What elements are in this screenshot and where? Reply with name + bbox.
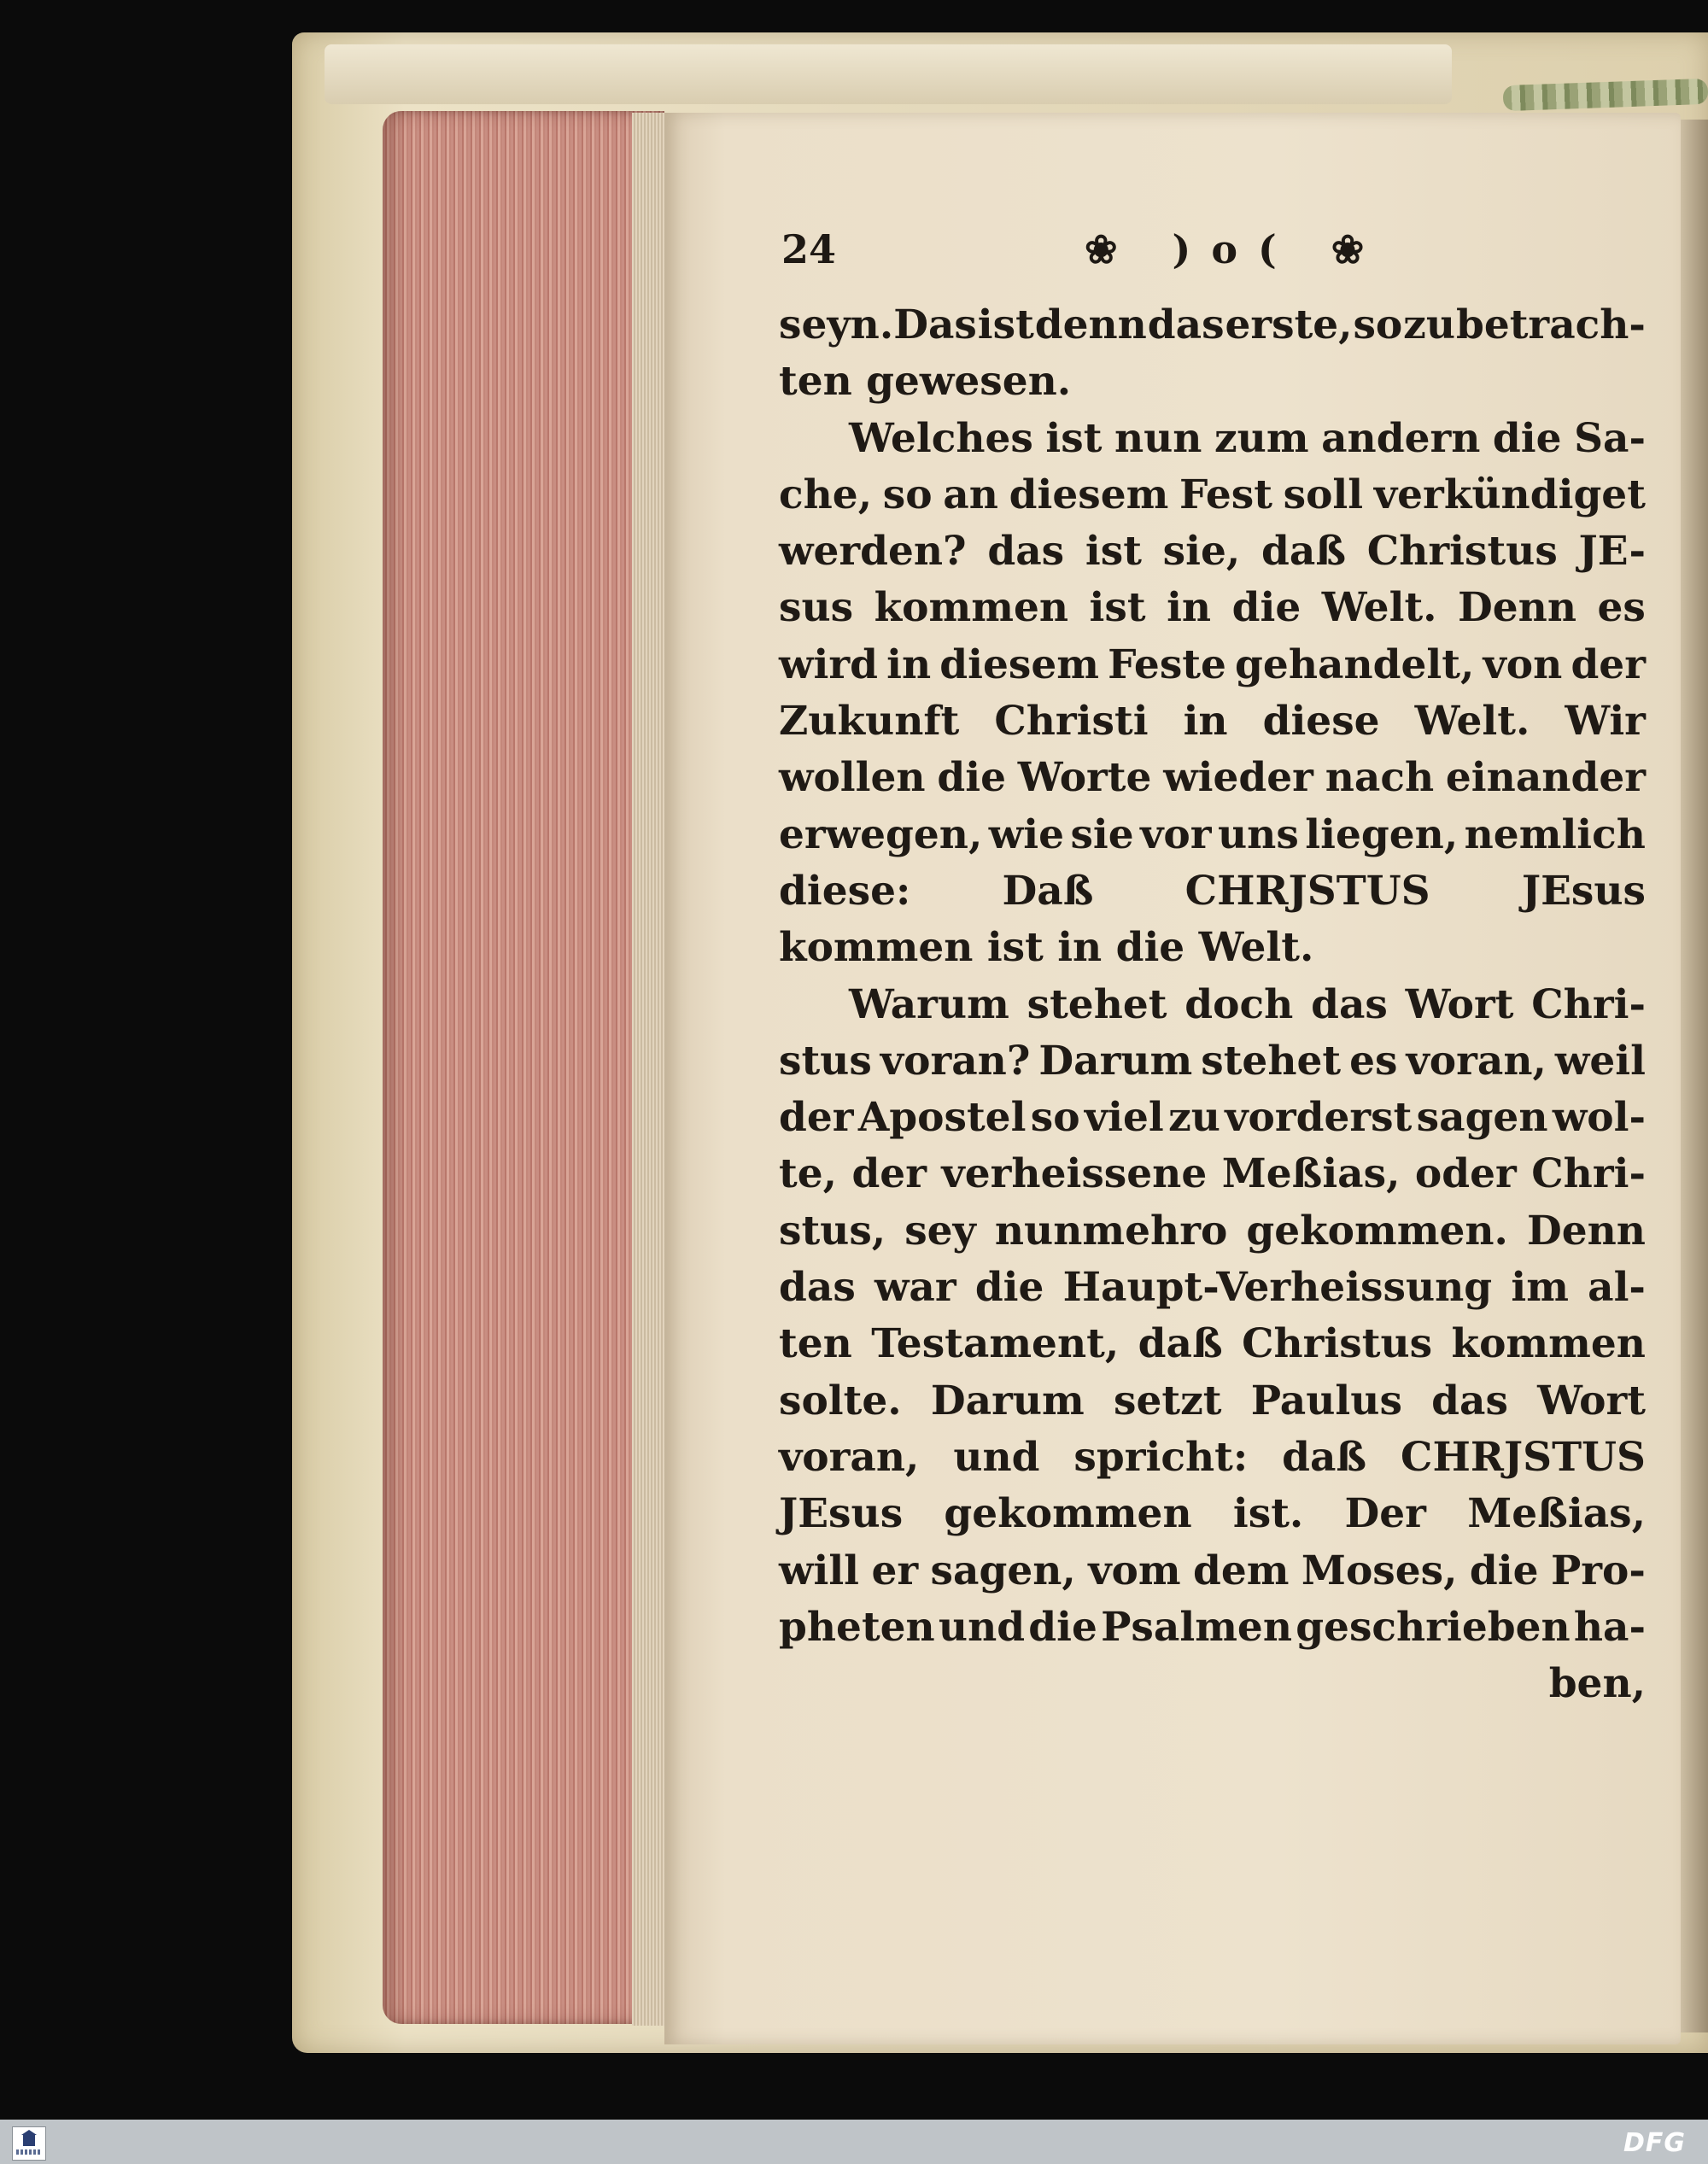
text-word: andern — [1321, 414, 1481, 462]
text-line — [779, 1430, 1646, 1486]
text-word: CHRJSTUS — [1401, 1433, 1646, 1481]
text-word: es — [1349, 1037, 1398, 1085]
text-word: in — [1167, 584, 1212, 632]
text-word: gehandelt, — [1235, 640, 1475, 688]
text-word: ist — [977, 301, 1034, 348]
text-word: er — [871, 1547, 919, 1594]
text-word: liegen, — [1305, 810, 1459, 858]
text-word: einander — [1445, 754, 1646, 802]
text-word: voran, — [779, 1433, 920, 1481]
text-word: Welches — [849, 414, 1033, 462]
text-word: Apostel — [857, 1094, 1027, 1142]
text-word: JE- — [1578, 528, 1646, 576]
text-word: vor — [1140, 810, 1212, 858]
text-word: erste, — [1225, 301, 1353, 348]
text-word: Denn — [1458, 584, 1577, 632]
text-word: daß — [1261, 528, 1347, 576]
text-line — [779, 750, 1646, 806]
page-gutter — [1681, 120, 1708, 2032]
text-word: Chri- — [1531, 980, 1646, 1028]
text-word: wird — [779, 640, 878, 688]
dfg-logo-text: DFG — [1623, 2128, 1686, 2158]
library-building-icon[interactable] — [12, 2126, 46, 2161]
text-line-content: ten gewesen. — [779, 358, 1072, 406]
text-word: Christi — [994, 698, 1149, 746]
text-word: JEsus — [1521, 867, 1646, 915]
text-line-content: kommen ist in die Welt. — [779, 924, 1314, 972]
text-word: Denn — [1526, 1207, 1646, 1255]
text-word: Wort — [1537, 1377, 1646, 1424]
text-line — [779, 523, 1646, 580]
text-word: pheten — [779, 1603, 935, 1651]
text-word: Welt. — [1414, 698, 1530, 746]
text-word: die — [974, 1264, 1044, 1312]
text-word: Meßias, — [1221, 1150, 1401, 1198]
text-word: diesem — [1009, 471, 1169, 518]
text-word: nunmehro — [994, 1207, 1228, 1255]
text-word: Darum — [1038, 1037, 1193, 1085]
text-word: Wort — [1405, 980, 1514, 1028]
text-word: so — [1030, 1094, 1080, 1142]
text-word: soll — [1283, 471, 1364, 518]
text-word: nun — [1114, 414, 1202, 462]
text-line — [779, 1090, 1646, 1146]
text-word: voran? — [880, 1037, 1031, 1085]
text-word: diese: — [779, 867, 911, 915]
text-word: Pro- — [1550, 1547, 1646, 1594]
text-line — [779, 1656, 1646, 1712]
text-word: daß — [1282, 1433, 1367, 1481]
text-word: sie — [1070, 810, 1134, 858]
text-word: wie — [988, 810, 1064, 858]
text-word: JEsus — [779, 1490, 904, 1538]
text-line — [779, 1543, 1646, 1600]
cover-top-edge — [325, 44, 1452, 104]
text-word: Daß — [1002, 867, 1094, 915]
text-word: uns — [1218, 810, 1299, 858]
text-word: das — [779, 1264, 856, 1312]
text-line — [779, 807, 1646, 863]
text-word: vom — [1088, 1547, 1181, 1594]
text-word: Christus — [1242, 1320, 1433, 1368]
text-word: war — [874, 1264, 956, 1312]
text-word: sagen, — [930, 1547, 1076, 1594]
text-word: ist. — [1232, 1490, 1304, 1538]
text-word: verkündiget — [1373, 471, 1646, 518]
text-word: das — [1431, 1377, 1508, 1424]
text-word: wieder — [1163, 754, 1313, 802]
text-word: setzt — [1114, 1377, 1222, 1424]
text-word: zum — [1214, 414, 1309, 462]
text-word: in — [1183, 698, 1228, 746]
text-word: ist — [1089, 584, 1146, 632]
text-word: stus, — [779, 1207, 886, 1255]
text-word: sus — [779, 584, 854, 632]
text-word: das — [1147, 301, 1225, 348]
text-line — [779, 1146, 1646, 1202]
text-word: von — [1483, 640, 1563, 688]
text-word: nach — [1325, 754, 1435, 802]
text-word: dem — [1193, 1547, 1290, 1594]
text-word: wol- — [1552, 1094, 1646, 1142]
body-text — [779, 297, 1646, 1712]
text-word: weil — [1554, 1037, 1646, 1085]
text-word: will — [779, 1547, 860, 1594]
text-word: Wir — [1565, 698, 1646, 746]
text-word: Sa- — [1574, 414, 1646, 462]
text-word: Fest — [1179, 471, 1272, 518]
header-ornament: ❀ )o( ❀ — [1085, 226, 1385, 272]
text-word: an — [943, 471, 998, 518]
text-line — [779, 693, 1646, 750]
text-line — [779, 1203, 1646, 1260]
text-word: sey — [904, 1207, 976, 1255]
text-word: spricht: — [1073, 1433, 1249, 1481]
text-word: Psalmen — [1101, 1603, 1293, 1651]
text-word: gekommen — [944, 1490, 1192, 1538]
text-word: der — [779, 1094, 854, 1142]
text-line — [779, 977, 1646, 1033]
text-word: betrach- — [1455, 301, 1646, 348]
text-line — [779, 1316, 1646, 1372]
text-word: che, — [779, 471, 873, 518]
text-word: erwegen, — [779, 810, 983, 858]
text-word: ist — [1045, 414, 1103, 462]
text-word: die — [937, 754, 1006, 802]
text-word: Darum — [930, 1377, 1085, 1424]
text-line — [779, 1486, 1646, 1542]
text-word: daß — [1138, 1320, 1223, 1368]
text-word: diese — [1262, 698, 1380, 746]
text-word: denn — [1034, 301, 1147, 348]
text-word: werden? — [779, 528, 967, 576]
text-word: stus — [779, 1037, 872, 1085]
text-word: die — [1231, 584, 1301, 632]
text-line — [779, 354, 1646, 410]
text-word: der — [1571, 640, 1646, 688]
text-word: Paulus — [1250, 1377, 1402, 1424]
text-word: oder — [1414, 1150, 1517, 1198]
viewer-footer-bar — [0, 2120, 1708, 2164]
text-word: und — [953, 1433, 1040, 1481]
text-word: es — [1597, 584, 1646, 632]
text-word: Welt. — [1321, 584, 1437, 632]
text-word: ha- — [1573, 1603, 1646, 1651]
text-word: sie, — [1162, 528, 1241, 576]
text-word: Worte — [1017, 754, 1152, 802]
text-word: doch — [1184, 980, 1294, 1028]
text-word: seyn.Das — [779, 301, 977, 348]
page-stack — [632, 113, 666, 2026]
text-word: Zukunft — [779, 698, 960, 746]
red-page-edges — [383, 111, 664, 2024]
text-word: Chri- — [1531, 1150, 1646, 1198]
text-word: nemlich — [1464, 810, 1646, 858]
text-word: vorderst — [1225, 1094, 1413, 1142]
text-word: im — [1511, 1264, 1569, 1312]
text-word: diesem — [939, 640, 1099, 688]
text-word: wollen — [779, 754, 926, 802]
text-line — [779, 411, 1646, 467]
text-word: voran, — [1406, 1037, 1547, 1085]
text-word: verheissene — [941, 1150, 1208, 1198]
text-word: geschrieben — [1296, 1603, 1571, 1651]
text-word: sagen — [1416, 1094, 1548, 1142]
page-number: 24 — [781, 226, 837, 272]
text-word: Testament, — [871, 1320, 1120, 1368]
text-word: zu — [1168, 1094, 1220, 1142]
text-word: so — [882, 471, 933, 518]
text-word: Haupt-Verheissung — [1062, 1264, 1493, 1312]
text-word: die — [1492, 414, 1562, 462]
text-word: zu — [1403, 301, 1456, 348]
text-line — [779, 580, 1646, 636]
text-word: der — [851, 1150, 927, 1198]
text-line — [779, 1260, 1646, 1316]
text-word: und — [938, 1603, 1026, 1651]
text-word: solte. — [779, 1377, 902, 1424]
text-line — [779, 1373, 1646, 1430]
text-line — [779, 1033, 1646, 1090]
text-word: Warum — [849, 980, 1009, 1028]
text-line — [779, 637, 1646, 693]
text-word: Moses, — [1301, 1547, 1458, 1594]
text-word: stehet — [1027, 980, 1167, 1028]
text-line-content: ben, — [1548, 1660, 1646, 1708]
text-word: das — [1311, 980, 1388, 1028]
text-word: ten — [779, 1320, 852, 1368]
text-word: stehet — [1201, 1037, 1342, 1085]
text-word: Meßias, — [1467, 1490, 1646, 1538]
text-word: die — [1028, 1603, 1097, 1651]
text-word: viel — [1084, 1094, 1164, 1142]
text-word: kommen — [1451, 1320, 1646, 1368]
text-word: CHRJSTUS — [1184, 867, 1430, 915]
text-word: die — [1469, 1547, 1539, 1594]
text-word: das — [987, 528, 1065, 576]
text-word: Der — [1344, 1490, 1426, 1538]
text-word: Feste — [1108, 640, 1226, 688]
text-line — [779, 863, 1646, 920]
text-word: so — [1353, 301, 1403, 348]
text-word: te, — [779, 1150, 837, 1198]
text-word: in — [886, 640, 932, 688]
text-line — [779, 297, 1646, 354]
page-header — [781, 226, 1635, 278]
text-word: kommen — [874, 584, 1069, 632]
text-line — [779, 1600, 1646, 1656]
text-line — [779, 920, 1646, 976]
text-word: ist — [1085, 528, 1142, 576]
text-word: al- — [1588, 1264, 1646, 1312]
text-word: gekommen. — [1246, 1207, 1508, 1255]
text-word: Christus — [1366, 528, 1558, 576]
text-line — [779, 467, 1646, 523]
